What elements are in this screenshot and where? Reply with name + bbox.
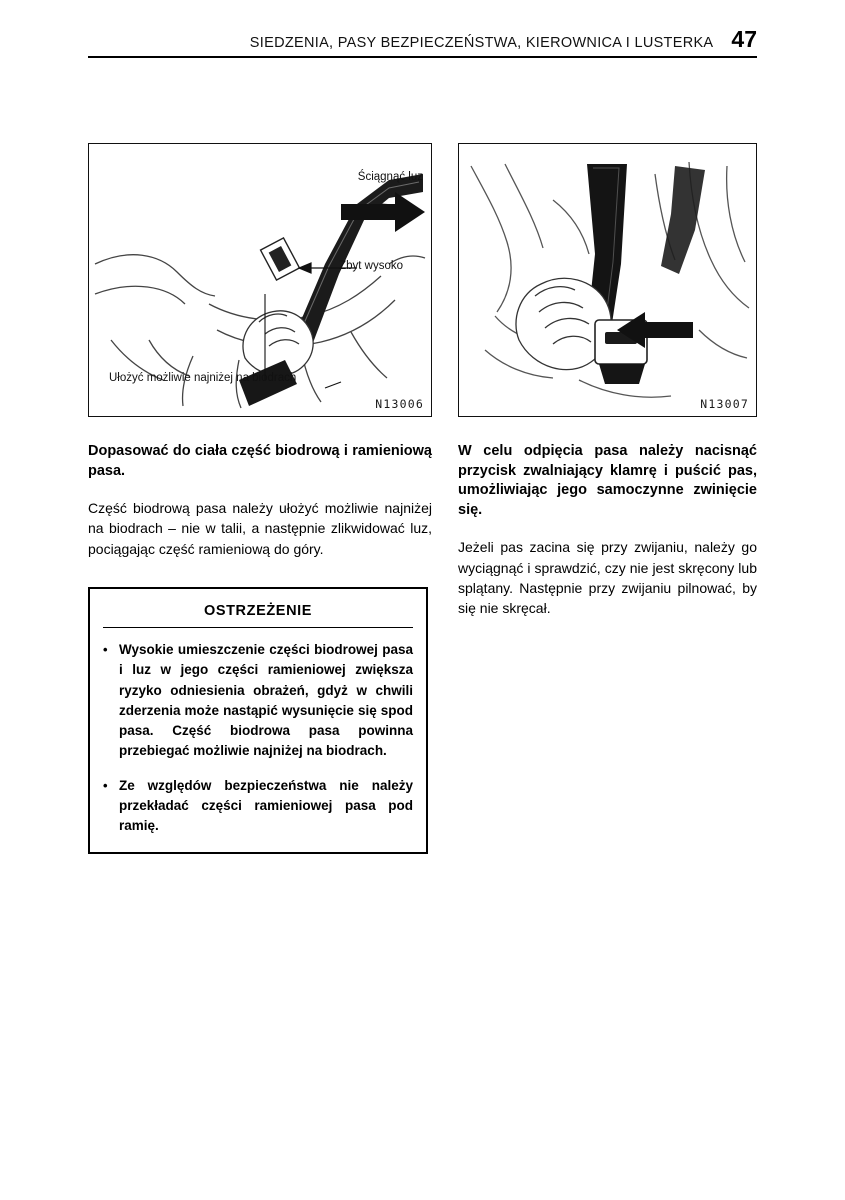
warning-divider (103, 627, 413, 628)
bullet-icon: • (103, 642, 108, 658)
figure-code-right: N13007 (700, 397, 749, 411)
figure-seatbelt-adjust (88, 143, 432, 417)
left-heading: Dopasować do ciała część biodrową i ramieniową pasa. (88, 443, 432, 479)
header-divider (88, 56, 757, 58)
right-column (458, 143, 757, 618)
warning-box (88, 587, 428, 854)
seatbelt-illustration-right (459, 144, 756, 416)
bullet-icon: • (103, 777, 108, 793)
left-column (88, 143, 432, 854)
right-heading: W celu odpięcia pasa należy nacisnąć przycisk zwalniający klamrę i puścić pas, umożliwiając jego samoczynne zwinięcie się. (458, 443, 757, 518)
right-paragraph: Jeżeli pas zacina się przy zwijaniu, należy go wyciągnąć i sprawdzić, czy nie jest skręcony lub splątany. Następnie przy zwijaniu pilnować, by się nie skręcał. (458, 539, 757, 617)
warning-item-text: Ze względów bezpieczeństwa nie należy przekładać części ramieniowej pasa pod ramię. (119, 777, 413, 834)
warning-item (103, 640, 413, 762)
warning-item (103, 776, 413, 837)
left-paragraph: Część biodrową pasa należy ułożyć możliwie najniżej na biodrach – nie w talii, a następnie zlikwidować luz, pociągając część ramieniową do góry. (88, 500, 432, 557)
warning-title: OSTRZEŻENIE (203, 603, 313, 620)
figure-label-low-on-hips: Ułożyć możliwie najniżej na biodrach (109, 372, 297, 384)
figure-code-left: N13006 (375, 397, 424, 411)
warning-item-text: Wysokie umieszczenie części biodrowej pasa i luz w jego części ramieniowej zwiększa ryzyko odniesienia obrażeń, gdyż w chwili zderzenia może nastąpić wysunięcie się spod pasa. Część biodrowa pasa powinna przebiegać możliwie najniżej na biodrach. (119, 642, 413, 759)
figure-label-tighten: Ściągnąć luz (357, 171, 423, 183)
header-title: SIEDZENIA, PASY BEZPIECZEŃSTWA, KIEROWNICA I LUSTERKA (249, 35, 714, 51)
figure-label-too-high: Zbyt wysoko (339, 260, 403, 272)
page-number: 47 (731, 26, 757, 52)
figure-seatbelt-release (458, 143, 757, 417)
page-header (88, 28, 757, 51)
